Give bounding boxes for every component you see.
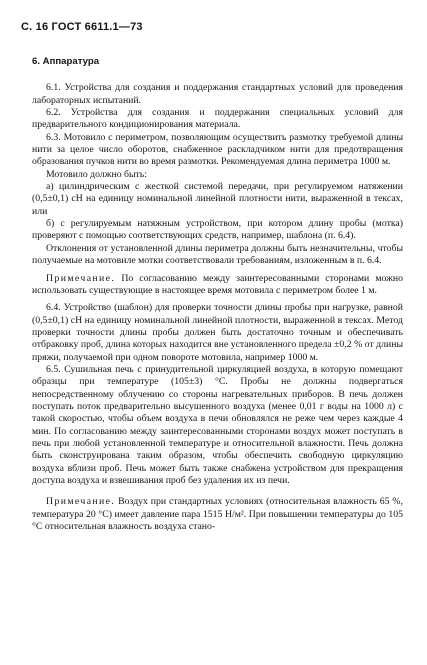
paragraph-6-3: 6.3. Мотовило с периметром, позволяющим осуществить размотку требуемой длины нити за целое число оборотов, снабженное раскладчиком нити для предотвращения образования пучков нити во время размотки. Рекомендуемая длина периметра 1000 м. [32, 131, 403, 168]
paragraph-6-4: 6.4. Устройство (шаблон) для проверки точности длины пробы при нагрузке, равной (0,5±0,1) сН на единицу номинальной линейной плотности, выраженной в тексах. Метод проверки точности длины пробы должен быть достаточно точным и обеспечивать отбраковку проб, длина которых находится вне установленного предела ±0,2 % от длины пряжи, получаемой при одном повороте мотовила, например 1000 м. [32, 302, 403, 363]
paragraph-6-3-deviation: Отклонения от установленной длины периметра должны быть незначительны, чтобы получаемые на мотовиле мотки соответствовали требованиям, изложенным в п. 6.4. [32, 242, 403, 267]
paragraph-6-3-b: б) с регулируемым натяжным устройством, при котором длину пробы (мотка) проверяют с помощью соответствующих средств, например, шаблона (п. 6.4). [32, 218, 403, 242]
note-2-text: Воздух при стандартных условиях (относительная влажность 65 %, температура 20 °С) имеет давление пара 1515 Н/м². При повышении температуры до 105 °С относительная влажность воздуха стано- [32, 496, 403, 533]
note-1-label: Примечание. [46, 272, 116, 284]
document-body [32, 56, 403, 533]
note-2 [32, 496, 403, 533]
section-title: 6. Аппаратура [32, 56, 100, 67]
running-head: С. 16 ГОСТ 6611.1—73 [21, 21, 143, 33]
note-2-label: Примечание. [46, 496, 116, 508]
paragraph-6-5: 6.5. Сушильная печь с принудительной циркуляцией воздуха, в которую помещают образцы при температуре (105±3) °С. Пробы не должны подвергаться непосредственному облучению со стороны нагревательных приборов. В печь должен поступать поток предварительно высушенного воздуха (менее 0,01 г воды на 1000 л) с такой скоростью, чтобы объем воздуха в печи обновлялся не реже чем через каждые 4 мин. По согласованию между заинтересованными сторонами воздух может поступать в печь при любой установленной температуре и относительной влажности. Печь должна быть сконструирована таким образом, чтобы обеспечить свободную циркуляцию воздуха вблизи проб. Печь может быть также снабжена устройством для прекращения доступа воздуха и взвешивания проб без удаления их из печи. [32, 363, 403, 486]
paragraph-6-3-a: а) цилиндрическим с жесткой системой передачи, при регулируемом натяжении (0,5±0,1) сН на единицу номинальной линейной плотности нити, выраженной в тексах, или [32, 181, 403, 217]
paragraph-6-2: 6.2. Устройства для создания и поддержания специальных условий для предварительного кондиционирования материала. [32, 107, 403, 131]
note-1 [32, 273, 403, 298]
paragraph-6-1: 6.1. Устройства для создания и поддержания стандартных условий для проведения лабораторных испытаний. [32, 82, 403, 106]
note-1-text: По согласованию между заинтересованными сторонами можно использовать существующие в настоящее время мотовила с периметром более 1 м. [32, 272, 403, 296]
paragraph-6-3-intro: Мотовило должно быть: [46, 168, 147, 180]
